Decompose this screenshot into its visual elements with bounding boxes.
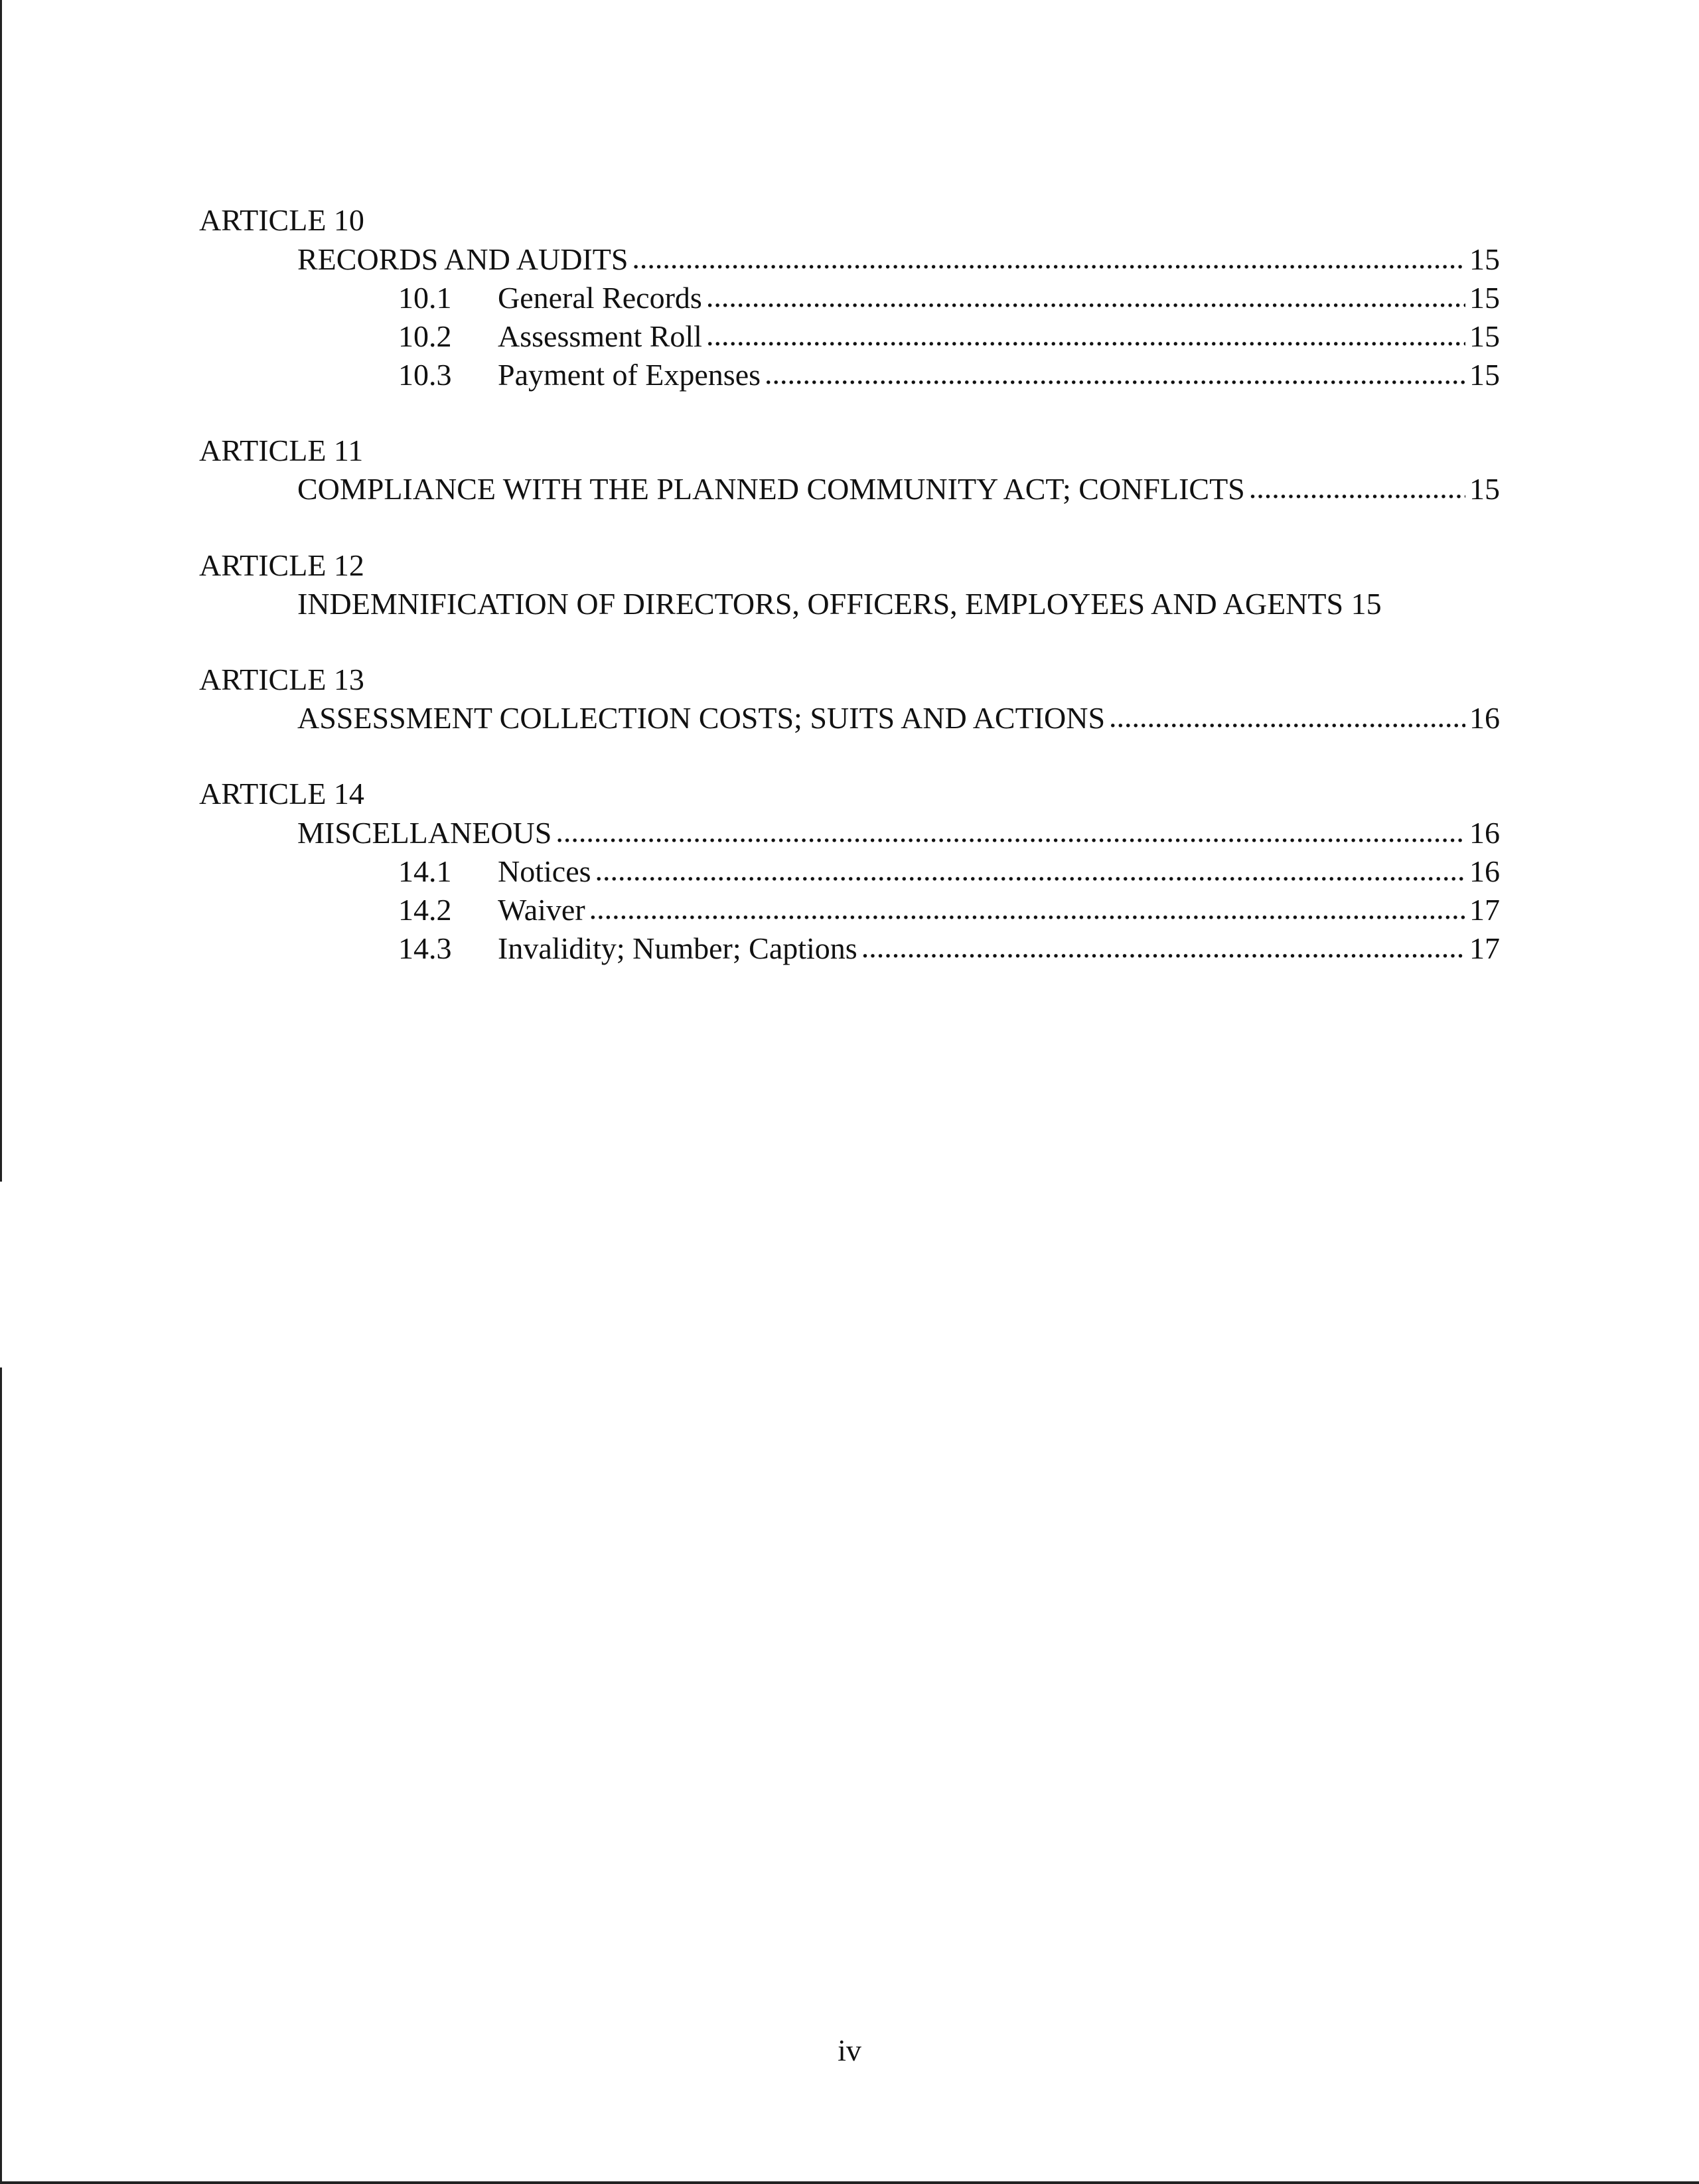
- section-title: Payment of Expenses: [498, 358, 761, 392]
- toc-page-number: 16: [1469, 816, 1500, 850]
- leader-dots: [555, 813, 1465, 851]
- leader-dots: [589, 890, 1465, 928]
- article-11-heading: ARTICLE 11: [199, 433, 364, 467]
- article-12-heading: ARTICLE 12: [199, 548, 364, 582]
- toc-entry-title: COMPLIANCE WITH THE PLANNED COMMUNITY ACT; CONFLICTS: [297, 472, 1245, 506]
- article-14-heading: ARTICLE 14: [199, 777, 364, 811]
- section-number: 10.3: [398, 358, 452, 392]
- leader-dots: [765, 354, 1465, 393]
- section-number: 14.3: [398, 931, 452, 965]
- toc-page-number: 15: [1469, 319, 1500, 353]
- scan-edge-bottom: [0, 2181, 1699, 2184]
- toc-entry-assessment-collection[interactable]: [297, 699, 1500, 738]
- section-title: General Records: [498, 281, 702, 315]
- toc-entry-records-and-audits[interactable]: [297, 240, 1500, 279]
- toc-entry-14-3[interactable]: [398, 929, 1500, 968]
- toc-entry-compliance[interactable]: [297, 470, 1500, 508]
- leader-dots: [706, 277, 1465, 316]
- page-number-footer: iv: [838, 2033, 861, 2067]
- section-title: Invalidity; Number; Captions: [498, 931, 857, 965]
- toc-page-number: 17: [1469, 931, 1500, 965]
- toc-page-number: 16: [1469, 701, 1500, 735]
- section-number: 14.1: [398, 854, 452, 888]
- scan-edge-left: [0, 0, 2, 1182]
- leader-dots: [706, 316, 1465, 354]
- toc-page-number: 15: [1469, 472, 1500, 506]
- section-number: 10.2: [398, 319, 452, 353]
- leader-dots: [632, 239, 1465, 277]
- section-title: Waiver: [498, 893, 585, 927]
- toc-entry-14-2[interactable]: [398, 891, 1500, 929]
- section-number: 14.2: [398, 893, 452, 927]
- toc-entry-title: ASSESSMENT COLLECTION COSTS; SUITS AND ACTIONS: [297, 701, 1106, 735]
- toc-entry-14-1[interactable]: [398, 852, 1500, 891]
- leader-dots: [595, 851, 1465, 890]
- toc-page-number: 15: [1469, 358, 1500, 392]
- leader-dots: [861, 928, 1465, 967]
- toc-entry-10-1[interactable]: [398, 279, 1500, 317]
- toc-page-number: 15: [1469, 281, 1500, 315]
- section-title: Assessment Roll: [498, 319, 702, 353]
- toc-entry-title: MISCELLANEOUS: [297, 816, 552, 850]
- section-title: Notices: [498, 854, 591, 888]
- toc-entry-miscellaneous[interactable]: [297, 814, 1500, 852]
- toc-page-number: 16: [1469, 854, 1500, 888]
- section-number: 10.1: [398, 281, 452, 315]
- leader-dots: [1109, 698, 1465, 736]
- article-13-heading: ARTICLE 13: [199, 663, 364, 696]
- toc-page-number: 17: [1469, 893, 1500, 927]
- article-10-heading: ARTICLE 10: [199, 203, 364, 237]
- leader-dots: [1249, 469, 1465, 507]
- toc-entry-10-2[interactable]: [398, 317, 1500, 356]
- toc-entry-title: RECORDS AND AUDITS: [297, 242, 628, 276]
- toc-page-number: 15: [1469, 242, 1500, 276]
- toc-entry-indemnification[interactable]: INDEMNIFICATION OF DIRECTORS, OFFICERS, EMPLOYEES AND AGENTS 15: [297, 587, 1382, 621]
- toc-entry-10-3[interactable]: [398, 356, 1500, 394]
